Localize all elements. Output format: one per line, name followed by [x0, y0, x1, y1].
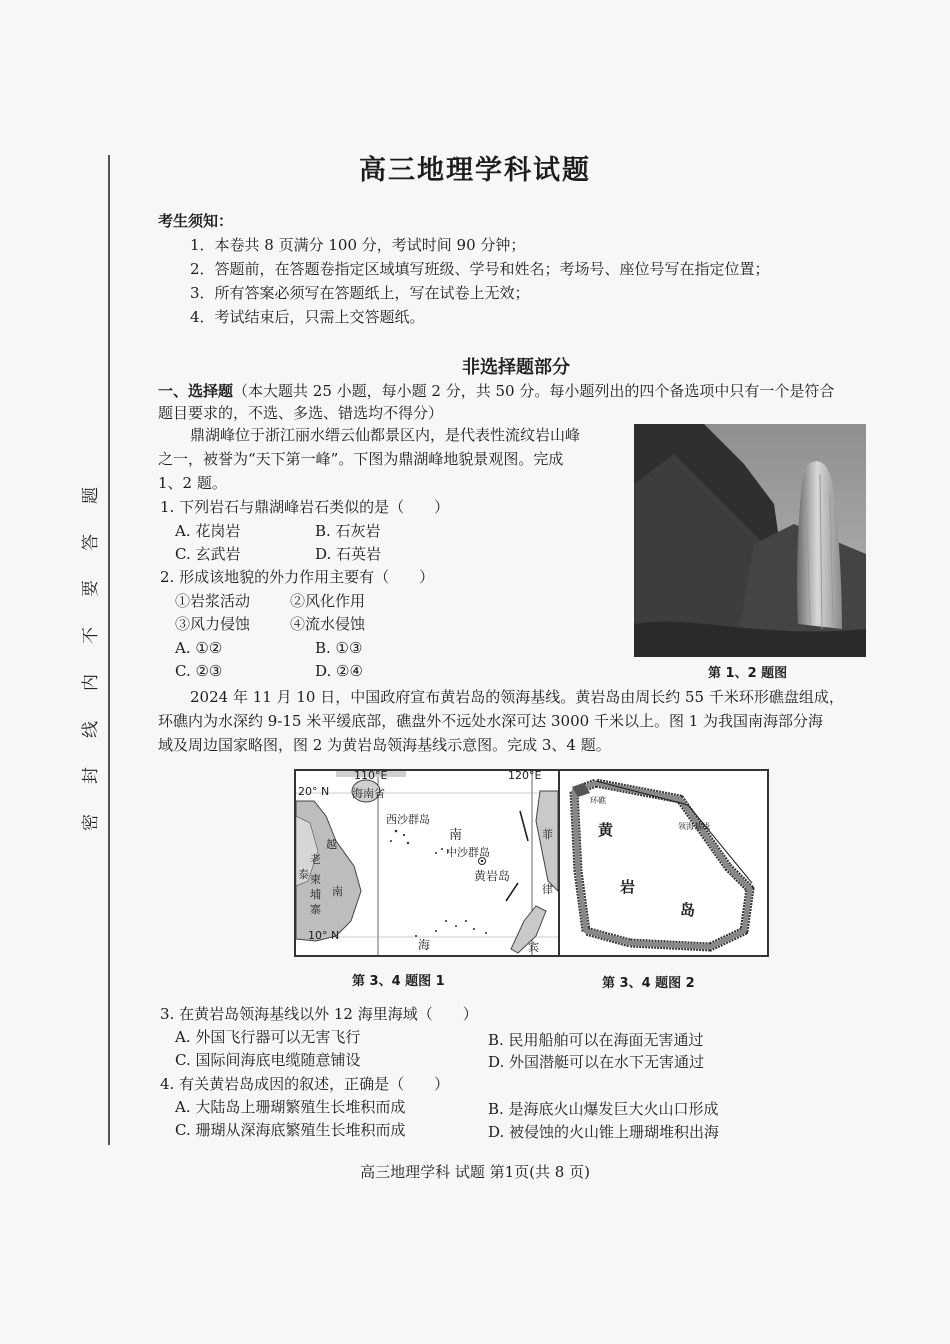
map2-caption: 第 3、4 题图 2 [602, 976, 695, 991]
q2-option-b: B. ①③ [315, 639, 363, 657]
landscape-illustration [634, 424, 866, 657]
passage1-line: 1、2 题。 [158, 474, 227, 492]
q3-option-d: D. 外国潜艇可以在水下无害通过 [488, 1053, 705, 1071]
map1-label: 110°E [354, 769, 388, 782]
q2-choice-4: ④流水侵蚀 [290, 615, 366, 633]
q3-option-b: B. 民用船舶可以在海面无害通过 [488, 1031, 704, 1049]
passage2-line: 域及周边国家略图，图 2 为黄岩岛领海基线示意图。完成 3、4 题。 [158, 736, 611, 754]
notice-heading: 考生须知： [158, 212, 234, 230]
q4-stem: 4. 有关黄岩岛成因的叙述，正确是（ ） [160, 1075, 450, 1093]
map1-label: 越 [326, 838, 337, 851]
passage1-line: 鼎湖峰位于浙江丽水缙云仙都景区内，是代表性流纹岩山峰 [190, 426, 581, 444]
map1-label: 黄岩岛 [474, 869, 511, 883]
q4-option-a: A. 大陆岛上珊瑚繁殖生长堆积而成 [175, 1098, 406, 1116]
q1-option-c: C. 玄武岩 [175, 545, 241, 563]
q4-option-d: D. 被侵蚀的火山锥上珊瑚堆积出海 [488, 1123, 720, 1141]
q3-option-c: C. 国际间海底电缆随意铺设 [175, 1051, 361, 1069]
q4-option-b: B. 是海底火山爆发巨大火山口形成 [488, 1100, 719, 1118]
page-footer: 高三地理学科 试题 第1页(共 8 页) [360, 1163, 590, 1181]
q2-choice-1: ①岩浆活动 [175, 592, 251, 610]
map1-label: 南 [332, 885, 343, 898]
side-char: 密 [81, 814, 101, 831]
map1-label: 泰 [298, 868, 309, 881]
notice-item: 1．本卷共 8 页满分 100 分，考试时间 90 分钟； [190, 236, 526, 254]
map2-label: 黄 [598, 821, 614, 839]
q2-choice-3: ③风力侵蚀 [175, 615, 251, 633]
q3-stem: 3. 在黄岩岛领海基线以外 12 海里海域（ ） [160, 1005, 478, 1023]
map1-label: 120°E [508, 769, 542, 782]
passage2-line: 2024 年 11 月 10 日，中国政府宣布黄岩岛的领海基线。黄岩岛由周长约 55 千米环形礁盘组成， [190, 688, 844, 706]
map1-label: 西沙群岛 [386, 813, 430, 826]
q2-option-d: D. ②④ [315, 662, 363, 680]
map1-label: 10° N [308, 929, 340, 942]
map2-label: 岛 [680, 901, 696, 919]
map1-label: 埔 [310, 888, 321, 901]
map1-label: 海南省 [352, 787, 385, 800]
huangyan-island-map [558, 769, 769, 957]
map2-label: 领海基线 [678, 822, 710, 831]
page-title: 高三地理学科试题 [359, 155, 591, 186]
map2-label: 环礁 [590, 796, 606, 805]
notice-item: 4．考试结束后，只需上交答题纸。 [190, 308, 425, 326]
map1-label: 律 [542, 883, 553, 896]
map1-label: 南 [449, 828, 463, 843]
binding-line [108, 155, 110, 1145]
map1-label: 中沙群岛 [446, 846, 490, 859]
passage2-line: 环礁内为水深约 9-15 米平缓底部，礁盘外不远处水深可达 3000 千米以上。图 1 为我国南海部分海 [158, 712, 824, 730]
section-title: 非选择题部分 [462, 357, 570, 378]
notice-item: 3．所有答案必须写在答题纸上，写在试卷上无效； [190, 284, 530, 302]
side-char: 答 [81, 534, 101, 551]
map1-label: 老 [310, 853, 321, 866]
map1-drawing [296, 771, 558, 955]
side-char: 不 [81, 627, 101, 644]
photo-caption: 第 1、2 题图 [708, 666, 788, 681]
side-char: 题 [81, 487, 101, 504]
q1-option-b: B. 石灰岩 [315, 522, 381, 540]
side-char: 封 [81, 767, 101, 784]
q2-option-c: C. ②③ [175, 662, 223, 680]
q1-option-d: D. 石英岩 [315, 545, 382, 563]
part1-desc-line2: 题目要求的，不选、多选、错选均不得分） [158, 404, 444, 422]
map1-label: 海 [418, 938, 431, 952]
map1-label: 宾 [528, 941, 539, 954]
q4-option-c: C. 珊瑚从深海底繁殖生长堆积而成 [175, 1121, 406, 1139]
q2-stem: 2. 形成该地貌的外力作用主要有（ ） [160, 568, 435, 586]
side-char: 内 [81, 674, 101, 691]
map1-label: 寨 [310, 903, 321, 916]
map1-label: 菲 [542, 828, 553, 841]
map2-label: 岩 [620, 878, 636, 896]
q1-option-a: A. 花岗岩 [175, 522, 241, 540]
map1-label: 柬 [310, 873, 321, 886]
part1-desc-line1: （本大题共 25 小题，每小题 2 分，共 50 分。每小题列出的四个备选项中只有一个是符合 [233, 382, 835, 400]
q3-option-a: A. 外国飞行器可以无害飞行 [175, 1028, 361, 1046]
part1-label: 一、选择题 [158, 382, 234, 400]
notice-item: 2．答题前，在答题卷指定区域填写班级、学号和姓名；考场号、座位号写在指定位置； [190, 260, 770, 278]
map1-caption: 第 3、4 题图 1 [352, 974, 445, 989]
q1-stem: 1. 下列岩石与鼎湖峰岩石类似的是（ ） [160, 498, 450, 516]
side-char: 线 [81, 721, 101, 738]
q2-choice-2: ②风化作用 [290, 592, 366, 610]
q2-option-a: A. ①② [175, 639, 223, 657]
south-china-sea-map [294, 769, 560, 957]
side-char: 要 [81, 580, 101, 597]
dinghu-peak-photo [634, 424, 866, 657]
map1-label: 20° N [298, 785, 330, 798]
part1-desc [158, 380, 868, 402]
passage1-line: 之一，被誉为“天下第一峰”。下图为鼎湖峰地貌景观图。完成 [158, 450, 564, 468]
